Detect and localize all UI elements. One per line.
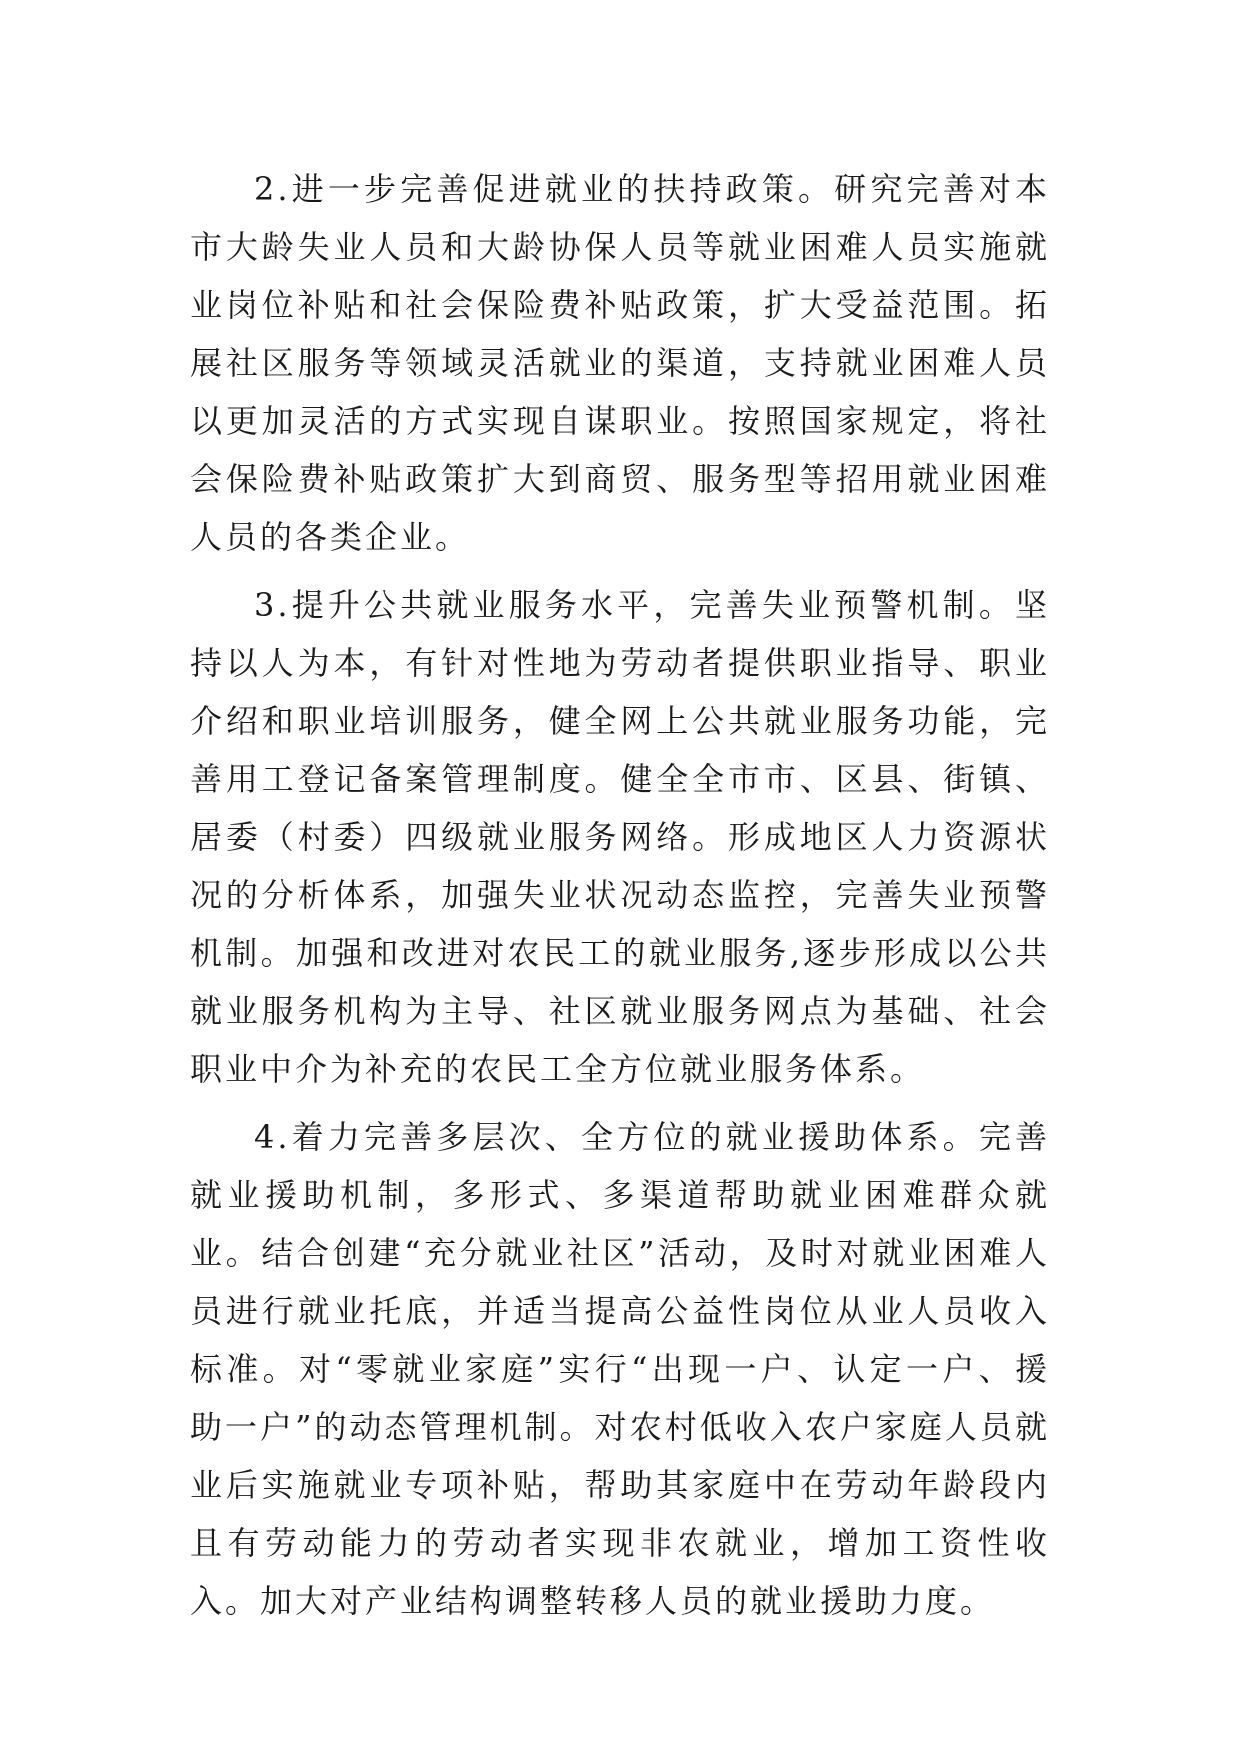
paragraph-employment-support-policy: 2.进一步完善促进就业的扶持政策。研究完善对本市大龄失业人员和大龄协保人员等就业困难人员实施就业岗位补贴和社会保险费补贴政策，扩大受益范围。拓展社区服务等领域灵活就业的渠道，支持就业困难人员以更加灵活的方式实现自谋职业。按照国家规定，将社会保险费补贴政策扩大到商贸、服务型等招用就业困难人员的各类企业。 — [190, 170, 1050, 556]
document-body — [190, 160, 1050, 1640]
paragraph-public-employment-service: 3.提升公共就业服务水平，完善失业预警机制。坚持以人为本，有针对性地为劳动者提供职业指导、职业介绍和职业培训服务，健全网上公共就业服务功能，完善用工登记备案管理制度。健全全市市、区县、街镇、居委（村委）四级就业服务网络。形成地区人力资源状况的分析体系，加强失业状况动态监控，完善失业预警机制。加强和改进对农民工的就业服务,逐步形成以公共就业服务机构为主导、社区就业服务网点为基础、社会职业中介为补充的农民工全方位就业服务体系。 — [190, 586, 1050, 1088]
paragraph-employment-assistance-system: 4.着力完善多层次、全方位的就业援助体系。完善就业援助机制，多形式、多渠道帮助就业困难群众就业。结合创建“充分就业社区”活动，及时对就业困难人员进行就业托底，并适当提高公益性岗位从业人员收入标准。对“零就业家庭”实行“出现一户、认定一户、援助一户”的动态管理机制。对农村低收入农户家庭人员就业后实施就业专项补贴，帮助其家庭中在劳动年龄段内且有劳动能力的劳动者实现非农就业，增加工资性收入。加大对产业结构调整转移人员的就业援助力度。 — [190, 1118, 1050, 1620]
